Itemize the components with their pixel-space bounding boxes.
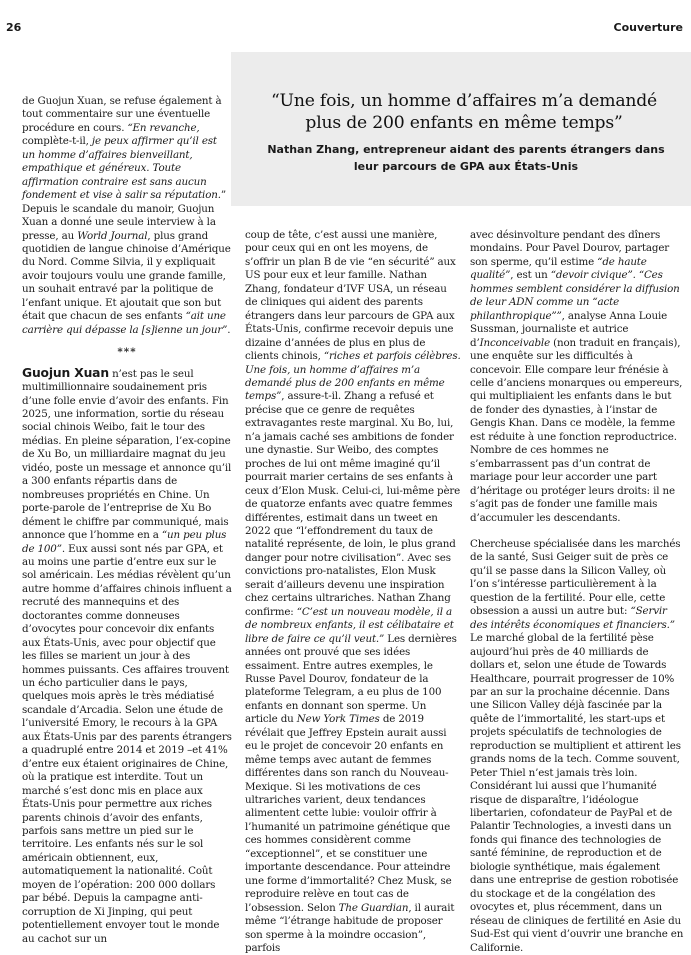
italic-text-run: The Guardian <box>338 901 409 914</box>
italic-text-run: New York Times <box>296 713 380 726</box>
pull-quote-attribution: Nathan Zhang, entrepreneur aidant des parents étrangers dans leur parcours de GPA aux États-Unis <box>267 143 665 173</box>
page-number: 26 <box>6 21 22 34</box>
paragraph <box>470 538 684 955</box>
paragraph <box>470 229 684 525</box>
pull-quote-text: “Une fois, un homme d’affaires m’a demandé plus de 200 enfants en même temps” <box>270 91 658 133</box>
text-run: avec désinvolture pendant des dîners mondains. Pour Pavel Dourov, partager son sperme, qu’il estime <box>470 229 670 268</box>
text-run: Chercheuse spécialisée dans les marchés de la santé, Susi Geiger suit de près ce qu’il se passe dans la Silicon Valley, où l’on s’intéresse particulièrement à la question de la fertilité. Pour elle, cette obsession a aussi un autre but: <box>470 537 681 618</box>
text-run: de 2019 révélait que Jeffrey Epstein aurait aussi eu le projet de concevoir 20 enfants en même temps avec autant de femmes différentes dans son ranch du Nouveau-Mexique. Si les motivations de ces ultrariches varient, deux tendances alimentent cette lubie: vouloir offrir à l’humanité un patrimoine génétique que ces hommes considèrent comme “exceptionnel”, et se constituer une importante descendance. Pour atteindre une forme d’immortalité? Chez Musk, se reproduire relève en tout cas de l’obsession. Selon <box>245 713 452 914</box>
text-run: (non traduit en français), une enquête sur les difficultés à concevoir. Elle compare leur frénésie à celle d’anciens monarques ou empereurs, qui multipliaient les enfants dans le but de fonder des dynasties, à l’instar de Gengis Khan. Dans ce modèle, la femme est réduite à une fonction reproductrice. Nombre de ces hommes ne s’embarrassent pas d’un contrat de mariage pour leur accorder une part d’héritage ou protéger leurs droits: il ne s’agit pas de fonder une famille mais d’accumuler les descendants. <box>470 336 683 524</box>
text-run: . Eux aussi sont nés par GPA, et au moins une partie d’entre eux sur le sol américain. Les médias révèlent qu’un autre homme d’affaires chinois influent a recruté des mannequins et des doctorantes comme donneuses d’ovocytes pour concevoir dix enfants aux États-Unis, avec pour objectif que les filles se marient un jour à des hommes puissants. Ces affaires trouvent un écho particulier dans le pays, quelques mois après le très médiatisé scandale d’Arcadia. Selon une étude de l’université Emory, le recours à la GPA aux États-Unis par des parents étrangers a quadruplé entre 2014 et 2019 –et 41% d’entre eux étaient originaires de Chine, où la pratique est interdite. Tout un marché s’est donc mis en place aux États-Unis pour permettre aux riches parents chinois d’avoir des enfants, parfois sans mettre un pied sur le territoire. Les enfants nés sur le sol américain obtiennent, eux, automatiquement la nationalité. Coût moyen de l’opération: 200 000 dollars par bébé. Depuis la campagne anti-corruption de Xi Jinping, qui peut potentiellement envoyer tout le monde au cachot sur un <box>22 542 232 945</box>
text-run: . <box>227 323 231 336</box>
italic-text-run: “Servir des intérêts économiques et financiers.” <box>470 605 675 631</box>
text-run: coup de tête, c’est aussi une manière, pour ceux qui en ont les moyens, de s’offrir un plan B de vie “en sécurité” aux US pour eux et leur famille. Nathan Zhang, fondateur d’IVF USA, un réseau de cliniques qui aident des parents étrangers dans leur parcours de GPA aux États-Unis, confirme recevoir depuis une dizaine d’années de plus en plus de clients chinois, <box>245 229 456 363</box>
italic-text-run: Inconceivable <box>479 336 551 349</box>
italic-text-run: “En revanche, <box>127 121 200 134</box>
lead-in: Guojun Xuan <box>22 365 109 380</box>
section-title: Couverture <box>613 21 683 34</box>
text-run: Le marché global de la fertilité pèse aujourd’hui près de 40 milliards de dollars et, selon une étude de Towards Healthcare, pourrait progresser de 10% par an sur la prochaine décennie. Dans une Silicon Valley déjà fascinée par la quête de l’immortalité, les start-ups et projets spéculatifs de technologies de reproduction se multiplient et attirent les grands noms de la tech. Comme souvent, Peter Thiel n’est jamais très loin. Considérant lui aussi que l’humanité risque de disparaître, l’idéologue libertarien, cofondateur de PayPal et de Palantir Technologies, a investi dans un fonds qui finance des technologies de santé féminine, de reproduction et de biologie synthétique, mais également dans une entreprise de gestion robotisée du stockage et de la congélation des ovocytes et, plus récemment, dans un réseau de cliniques de fertilité en Asie du Sud-Est qui vient d’ouvrir une branche en Californie. <box>470 632 684 954</box>
text-run: ” Depuis le scandale du manoir, Guojun Xuan a donné une seule interview à la presse, au <box>22 189 226 242</box>
text-run: , il aurait même “l’étrange habitude de proposer son sperme à la moindre occasion”, parfois <box>245 901 455 955</box>
section-separator: *** <box>117 346 137 359</box>
pull-quote-box <box>231 52 691 206</box>
article-column-1 <box>22 95 232 946</box>
text-run: de Guojun Xuan, se refuse également à tout commentaire sur une éventuelle procédure en cours. <box>22 95 222 134</box>
italic-text-run: “un peu plus de 100” <box>22 529 227 555</box>
italic-text-run: “ait une carrière qui dépasse la [s]ienne un jour” <box>22 310 228 336</box>
paragraph-body <box>22 365 232 945</box>
text-run: complète-t-il, <box>22 135 92 148</box>
italic-text-run: “devoir civique” <box>550 269 633 282</box>
article-column-2 <box>245 229 461 955</box>
italic-text-run: World Journal <box>77 229 148 242</box>
paragraph <box>22 95 232 337</box>
italic-text-run: “de haute qualité” <box>470 255 647 282</box>
paragraph <box>245 229 461 955</box>
text-run: , assure-t-il. Zhang a refusé et précise que ce genre de requêtes extravagantes reste marginal. Xu Bo, lui, n’a jamais caché ses ambitions de fonder une dynastie. Sur Weibo, des comptes proches de lui ont même imaginé qu’il pourrait marier certains de ses enfants à ceux d’Elon Musk. Celui-ci, lui-même père de quatorze enfants avec quatre femmes différentes, estimait dans un tweet en 2022 que “l’effondrement du taux de natalité représente, de loin, le plus grand danger pour notre civilisation”. Avec ses convictions pro-natalistes, Elon Musk serait d’ailleurs devenu une inspiration chez certains ultrariches. Nathan Zhang confirme: <box>245 390 461 618</box>
text-run: . <box>632 269 639 282</box>
text-run: , plus grand quotidien de langue chinoise d’Amérique du Nord. Comme Silvia, il y expliquait avoir toujours voulu une grande famille, un souhait entravé par la politique de l’enfant unique. Et ajoutait que son but était que chacun de ses enfants <box>22 229 231 323</box>
text-run: , est un <box>510 269 551 282</box>
article-column-3 <box>470 229 684 955</box>
italic-text-run: “C’est un nouveau modèle, il a de nombreux enfants, il est célibataire et libre de faire ce qu’il veut.” <box>245 605 454 645</box>
paragraph <box>22 367 232 946</box>
text-run: , analyse Anna Louie Sussman, journaliste et autrice d’ <box>470 309 668 349</box>
text-run: Les dernières années ont prouvé que ses idées essaiment. Entre autres exemples, le Russe Pavel Dourov, fondateur de la plateforme Telegram, a eu plus de 100 enfants en donnant son sperme. Un article du <box>245 632 457 726</box>
italic-text-run: “riches et parfois célèbres. Une fois, un homme d’affaires m’a demandé plus de 200 enfants en même temps” <box>245 350 461 403</box>
italic-text-run: “Ces hommes semblent considérer la diffusion de leur ADN comme un “acte philanthropique”” <box>470 269 680 322</box>
text-run: n’est pas le seul multimillionnaire soudainement pris d’une folle envie d’avoir des enfants. Fin 2025, une information, sortie du réseau social chinois Weibo, fait le tour des médias. En pleine séparation, l’ex-copine de Xu Bo, un milliardaire magnat du jeu vidéo, poste un message et annonce qu’il a 300 enfants répartis dans de nombreuses propriétés en Chine. Un porte-parole de l’entreprise de Xu Bo dément le chiffre par communiqué, mais annonce que l’homme en a <box>22 367 232 542</box>
italic-text-run: je peux affirmer qu’il est un homme d’affaires bienveillant, empathique et généreux. Toute affirmation contraire est sans aucun fondement et vise à salir sa réputation. <box>22 135 221 202</box>
